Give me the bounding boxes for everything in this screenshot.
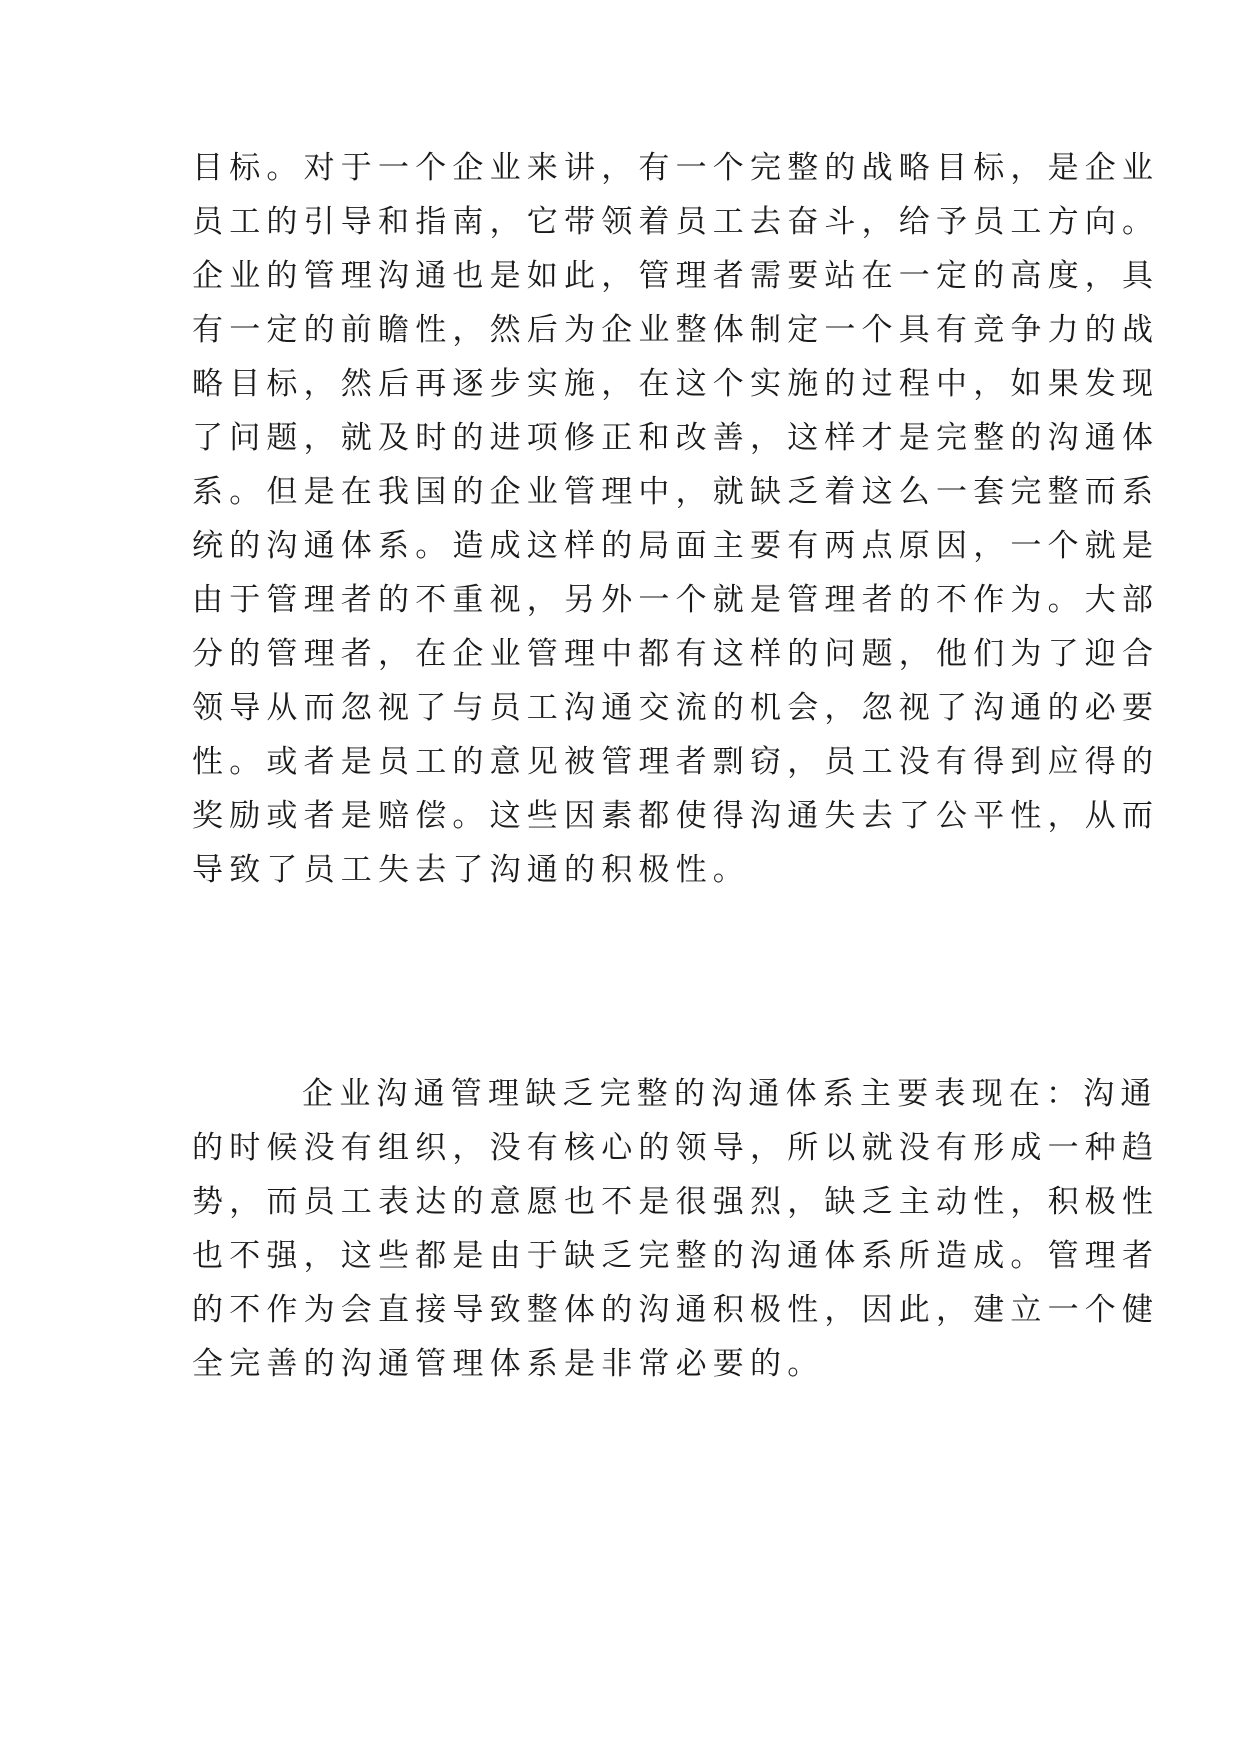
text-line: 了问题，就及时的进项修正和改善，这样才是完整的沟通体 [192, 420, 1160, 456]
text-line: 统的沟通体系。造成这样的局面主要有两点原因，一个就是 [192, 528, 1160, 564]
text-line: 也不强，这些都是由于缺乏完整的沟通体系所造成。管理者 [192, 1238, 1160, 1274]
text-line: 的不作为会直接导致整体的沟通积极性，因此，建立一个健 [192, 1292, 1160, 1328]
text-line: 全完善的沟通管理体系是非常必要的。 [192, 1346, 825, 1382]
text-line: 势，而员工表达的意愿也不是很强烈，缺乏主动性，积极性 [192, 1184, 1160, 1220]
text-line: 员工的引导和指南，它带领着员工去奋斗，给予员工方向。 [192, 204, 1160, 240]
text-line: 分的管理者，在企业管理中都有这样的问题，他们为了迎合 [192, 636, 1160, 672]
text-line: 略目标，然后再逐步实施，在这个实施的过程中，如果发现 [192, 366, 1160, 402]
text-line: 奖励或者是赔偿。这些因素都使得沟通失去了公平性，从而 [192, 798, 1160, 834]
text-line: 领导从而忽视了与员工沟通交流的机会，忽视了沟通的必要 [192, 690, 1160, 726]
text-line: 性。或者是员工的意见被管理者剽窃，员工没有得到应得的 [192, 744, 1160, 780]
text-line: 有一定的前瞻性，然后为企业整体制定一个具有竞争力的战 [192, 312, 1160, 348]
text-line: 目标。对于一个企业来讲，有一个完整的战略目标，是企业 [192, 150, 1160, 186]
text-line: 系。但是在我国的企业管理中，就缺乏着这么一套完整而系 [192, 474, 1160, 510]
text-line: 企业的管理沟通也是如此，管理者需要站在一定的高度，具 [192, 258, 1160, 294]
text-line: 的时候没有组织，没有核心的领导，所以就没有形成一种趋 [192, 1130, 1160, 1166]
text-line: 由于管理者的不重视，另外一个就是管理者的不作为。大部 [192, 582, 1160, 618]
text-line: 导致了员工失去了沟通的积极性。 [192, 852, 750, 888]
text-line: 企业沟通管理缺乏完整的沟通体系主要表现在：沟通 [302, 1076, 1158, 1112]
